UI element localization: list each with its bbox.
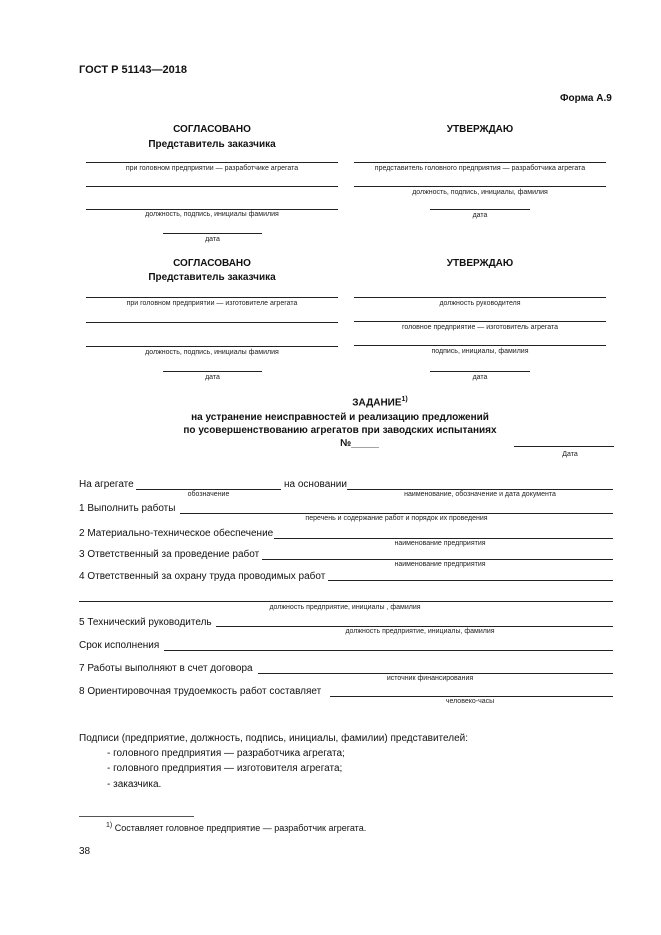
footnote-ref: 1) (401, 396, 408, 403)
field-7-label: 7 Работы выполняют в счет договора (79, 663, 253, 674)
caption: должность, подпись, инициалы, фамилия (412, 189, 548, 196)
approved-left-title-1: СОГЛАСОВАНО (173, 124, 251, 135)
signature-line[interactable] (86, 209, 338, 210)
unit-input-line[interactable] (136, 489, 281, 490)
task-date-line[interactable] (514, 446, 614, 447)
signature-line[interactable] (354, 186, 606, 187)
caption: должность руководителя (439, 300, 521, 307)
signature-line[interactable] (86, 346, 338, 347)
field-3-caption: наименование предприятия (394, 561, 486, 568)
date-line[interactable] (430, 371, 530, 372)
field-5-label: 5 Технический руководитель (79, 617, 212, 628)
field-1-input-line[interactable] (180, 513, 613, 514)
basis-caption: наименование, обозначение и дата документа (404, 491, 556, 498)
caption: подпись, инициалы, фамилия (431, 348, 529, 355)
signature-line[interactable] (86, 186, 338, 187)
caption: головное предприятие — изготовитель агрегата (401, 324, 559, 331)
caption: при головном предприятии — разработчике агрегата (125, 165, 299, 172)
caption: дата (472, 212, 488, 219)
field-6-label: Срок исполнения (79, 640, 160, 651)
field-1-caption: перечень и содержание работ и порядок их проведения (305, 515, 488, 522)
footnote-divider (79, 816, 194, 817)
approve-right-title-1: УТВЕРЖДАЮ (446, 124, 514, 135)
task-number[interactable]: №_____ (340, 438, 379, 449)
signature-line[interactable] (354, 321, 606, 322)
date-line[interactable] (430, 209, 530, 210)
footnote (106, 822, 366, 833)
field-3-label: 3 Ответственный за проведение работ (79, 549, 260, 560)
field-4-caption: должность предприятие, инициалы , фамилия (269, 604, 421, 611)
caption: при головном предприятии — изготовителе агрегата (126, 300, 298, 307)
field-2-label: 2 Материально-техническое обеспечение (79, 528, 274, 539)
approve-right-title-2: УТВЕРЖДАЮ (446, 258, 514, 269)
caption: представитель головного предприятия — разработчика агрегата (374, 165, 586, 172)
field-2-input-line[interactable] (274, 538, 613, 539)
signature-line[interactable] (354, 297, 606, 298)
field-4-input-line-2[interactable] (79, 601, 613, 602)
approved-left-subtitle-1: Представитель заказчика (148, 139, 276, 150)
approved-left-subtitle-2: Представитель заказчика (148, 272, 276, 283)
page-number: 38 (79, 846, 91, 857)
field-8-label: 8 Ориентировочная трудоемкость работ составляет (79, 686, 322, 697)
task-date-caption: Дата (562, 451, 578, 458)
field-7-caption: источник финансирования (386, 675, 474, 682)
field-8-caption: человеко-часы (445, 698, 495, 705)
caption: дата (205, 374, 220, 381)
signature-line[interactable] (354, 345, 606, 346)
field-6-input-line[interactable] (164, 650, 613, 651)
unit-label: На агрегате (79, 479, 134, 490)
field-3-input-line[interactable] (262, 559, 613, 560)
signature-line[interactable] (86, 162, 338, 163)
task-title (280, 396, 480, 408)
field-8-input-line[interactable] (330, 696, 613, 697)
field-4-input-line[interactable] (328, 580, 613, 581)
signature-line[interactable] (86, 297, 338, 298)
approved-left-title-2: СОГЛАСОВАНО (173, 258, 251, 269)
signatures-item: - головного предприятия — разработчика агрегата; (107, 748, 345, 759)
field-2-caption: наименование предприятия (394, 540, 486, 547)
field-4-label: 4 Ответственный за охрану труда проводимых работ (79, 571, 326, 582)
footnote-text: Составляет головное предприятие — разработчик агрегата. (114, 823, 367, 833)
field-5-caption: должность предприятие, инициалы, фамилия (345, 628, 495, 635)
date-line[interactable] (163, 371, 262, 372)
task-subtitle-2: по усовершенствованию агрегатов при заводских испытаниях (183, 425, 497, 436)
field-7-input-line[interactable] (258, 673, 613, 674)
signature-line[interactable] (354, 162, 606, 163)
basis-label: на основании (284, 479, 347, 490)
footnote-mark: 1) (106, 822, 113, 829)
basis-input-line[interactable] (347, 489, 613, 490)
caption: должность, подпись, инициалы фамилия (145, 211, 279, 218)
caption: должность, подпись, инициалы фамилия (145, 349, 279, 356)
task-subtitle-1: на устранение неисправностей и реализацию предложений (191, 412, 489, 423)
field-5-input-line[interactable] (216, 626, 613, 627)
caption: дата (205, 236, 220, 243)
caption: дата (472, 374, 488, 381)
signature-line[interactable] (86, 322, 338, 323)
signatures-item: - головного предприятия — изготовителя агрегата; (107, 763, 343, 774)
standard-number: ГОСТ Р 51143—2018 (79, 64, 187, 76)
signatures-item: - заказчика. (107, 779, 162, 790)
form-label: Форма А.9 (560, 93, 612, 104)
unit-caption: обозначение (187, 491, 230, 498)
signatures-intro: Подписи (предприятие, должность, подпись, инициалы, фамилии) представителей: (79, 733, 469, 744)
field-1-label: 1 Выполнить работы (79, 503, 176, 514)
task-title-text: ЗАДАНИЕ (352, 397, 402, 409)
date-line[interactable] (163, 233, 262, 234)
